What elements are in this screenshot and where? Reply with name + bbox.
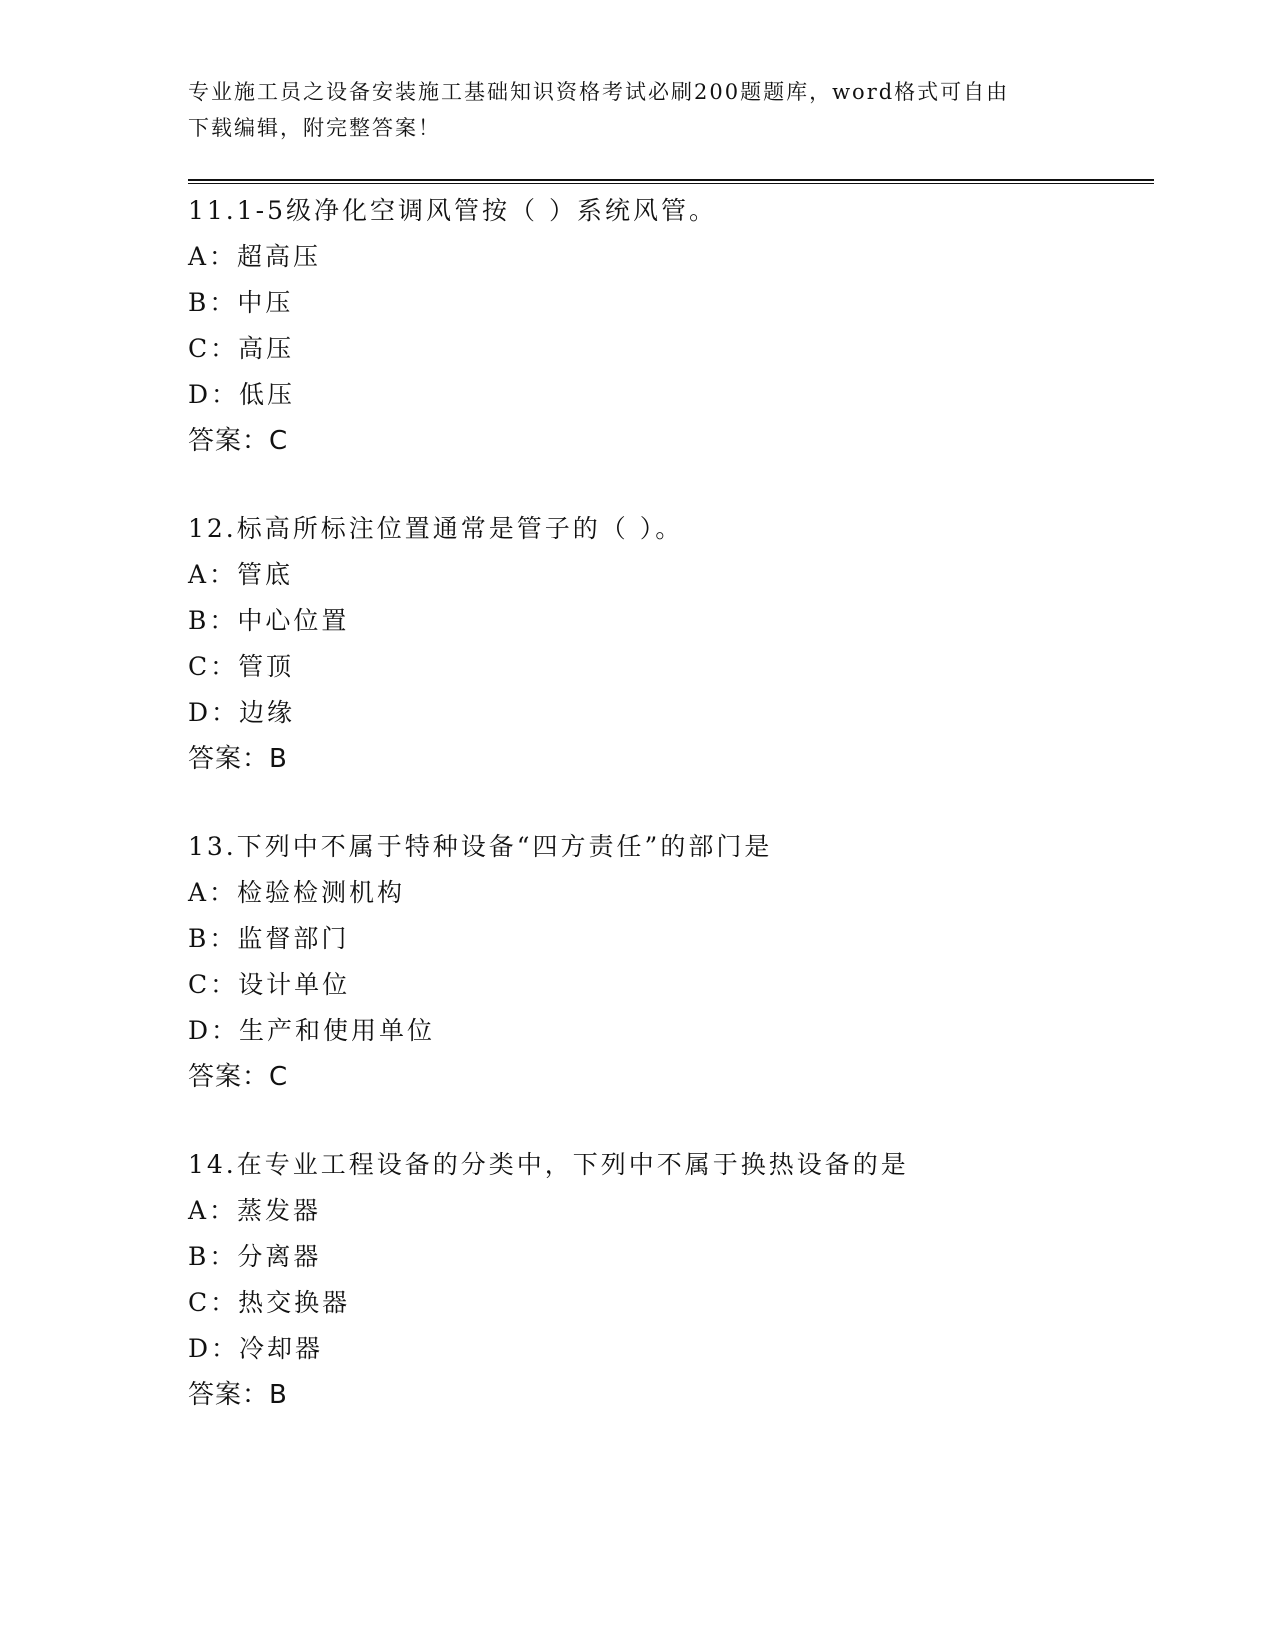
- option-c: C：设计单位: [188, 970, 351, 999]
- option-c: C：管顶: [188, 652, 295, 681]
- question-stem: 12.标高所标注位置通常是管子的（ ）。: [188, 514, 684, 543]
- question-item: [188, 188, 1154, 506]
- option-b: B：中心位置: [188, 606, 350, 635]
- answer-line: 答案：C: [188, 426, 289, 456]
- answer-line: 答案：B: [188, 1380, 288, 1410]
- question-item: [188, 1142, 1154, 1460]
- header-divider-thick: [188, 179, 1154, 181]
- header-divider-thin: [188, 183, 1154, 184]
- option-a: A：管底: [188, 560, 294, 589]
- answer-line: 答案：B: [188, 744, 288, 774]
- option-b: B：中压: [188, 288, 294, 317]
- option-b: B：分离器: [188, 1242, 322, 1271]
- question-stem: 11.1-5级净化空调风管按（ ）系统风管。: [188, 196, 717, 225]
- question-stem: 13.下列中不属于特种设备“四方责任”的部门是: [188, 832, 773, 861]
- option-c: C：高压: [188, 334, 295, 363]
- option-a: A：超高压: [188, 242, 322, 271]
- question-item: [188, 506, 1154, 824]
- option-a: A：检验检测机构: [188, 878, 406, 907]
- option-b: B：监督部门: [188, 924, 350, 953]
- header-line-1: 专业施工员之设备安装施工基础知识资格考试必刷200题题库，word格式可自由: [188, 80, 1010, 104]
- option-c: C：热交换器: [188, 1288, 351, 1317]
- header-line-2: 下载编辑，附完整答案！: [188, 116, 441, 140]
- option-a: A：蒸发器: [188, 1196, 322, 1225]
- option-d: D：冷却器: [188, 1334, 324, 1363]
- question-list: [188, 188, 1154, 1460]
- answer-line: 答案：C: [188, 1062, 289, 1092]
- option-d: D：生产和使用单位: [188, 1016, 436, 1045]
- question-stem: 14.在专业工程设备的分类中，下列中不属于换热设备的是: [188, 1150, 909, 1179]
- question-item: [188, 824, 1154, 1142]
- option-d: D：边缘: [188, 698, 296, 727]
- option-d: D：低压: [188, 380, 296, 409]
- document-header: [188, 74, 1068, 146]
